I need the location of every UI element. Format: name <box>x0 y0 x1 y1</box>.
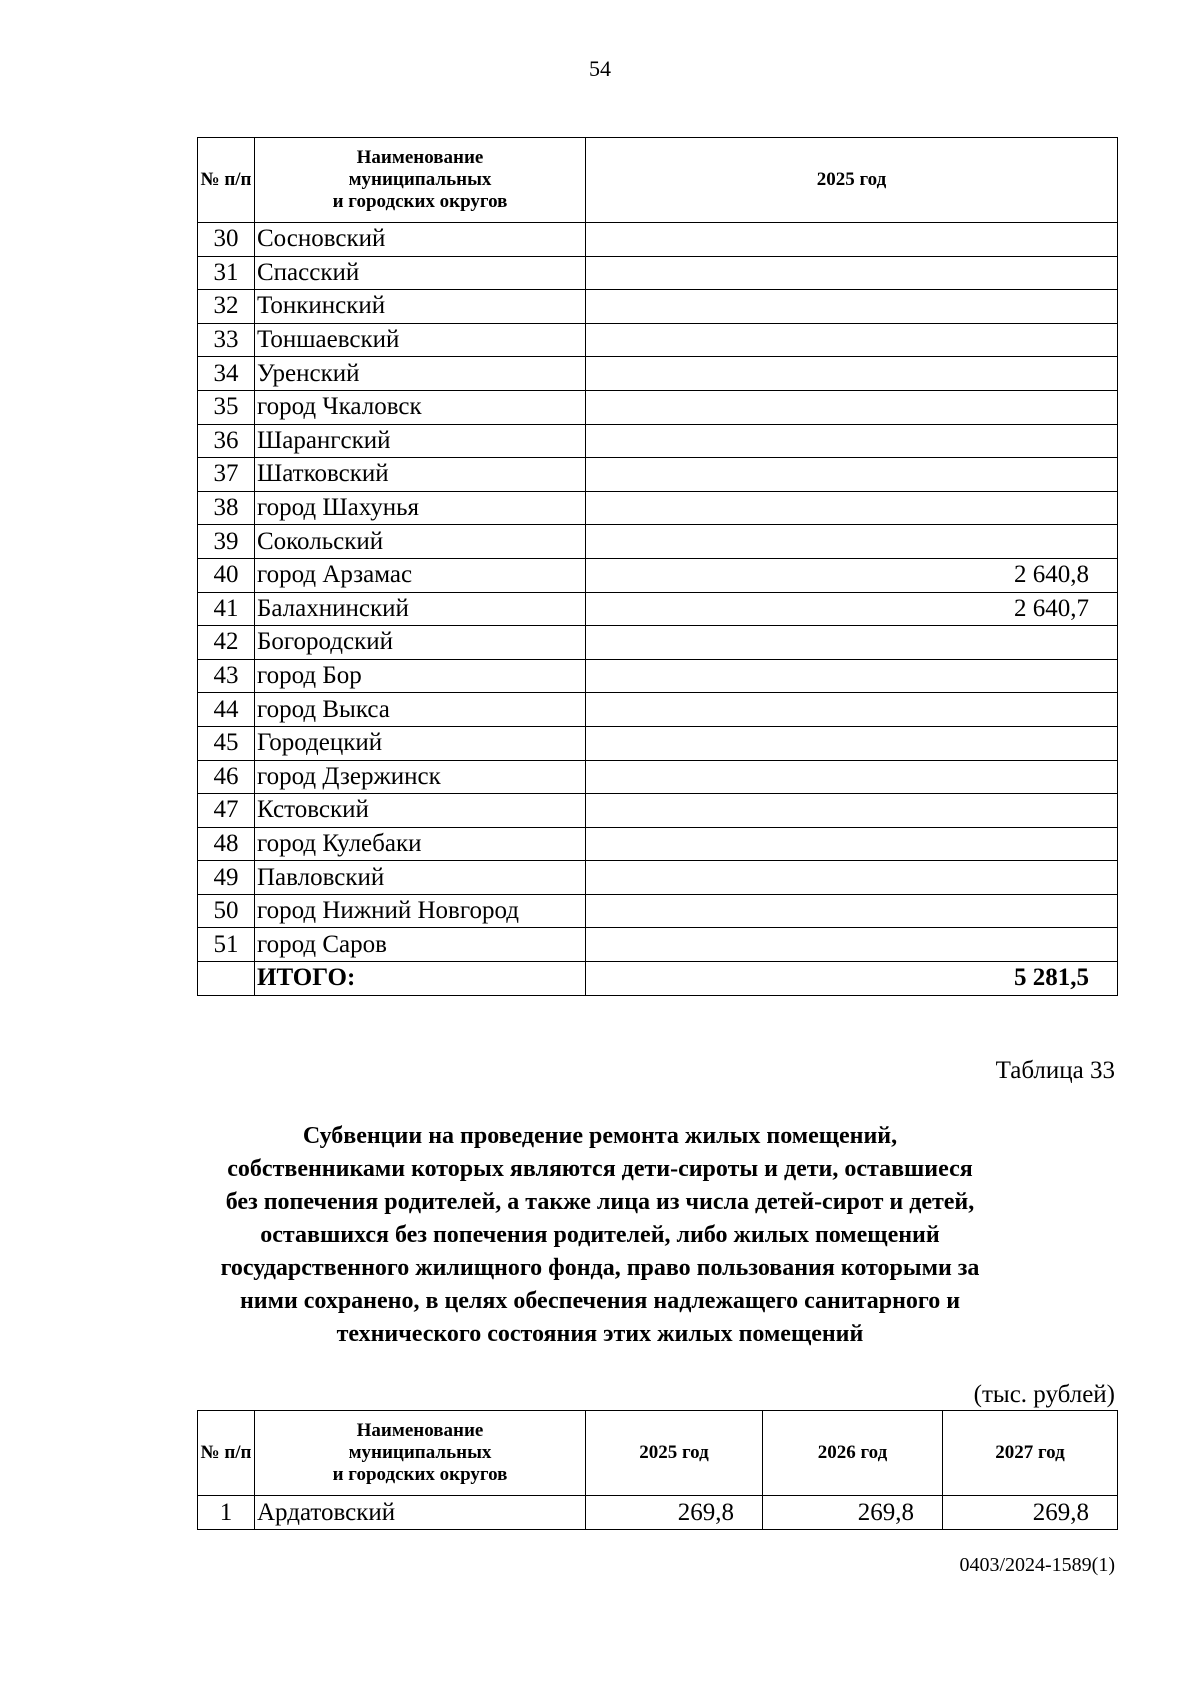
row-number: 38 <box>198 491 255 525</box>
row-number: 44 <box>198 693 255 727</box>
total-num <box>198 962 255 996</box>
value-2025 <box>586 525 1118 559</box>
district-name: Сокольский <box>255 525 586 559</box>
table-row <box>198 323 1118 357</box>
row-number: 50 <box>198 894 255 928</box>
district-name: Богородский <box>255 626 586 660</box>
value-2025 <box>586 223 1118 257</box>
value-2025 <box>586 894 1118 928</box>
table-row <box>198 424 1118 458</box>
table-title: Субвенции на проведение ремонта жилых помещений, собственниками которых являются дети-сироты и дети, оставшиеся без попечения родителей, а также лица из числа детей-сирот и детей, оставшихся без попечения родителей, либо жилых помещений государственного жилищного фонда, право пользования которыми за ними сохранено, в целях обеспечения надлежащего санитарного и технического состояния этих жилых помещений <box>220 1123 980 1347</box>
units-label: (тыс. рублей) <box>973 1381 1115 1408</box>
row-number: 30 <box>198 223 255 257</box>
header-2026: 2026 год <box>763 1411 943 1496</box>
row-number: 43 <box>198 659 255 693</box>
value-2025 <box>586 659 1118 693</box>
row-number: 31 <box>198 256 255 290</box>
row-number: 51 <box>198 928 255 962</box>
table-row <box>198 256 1118 290</box>
header-num: № п/п <box>198 138 255 223</box>
table-row <box>198 760 1118 794</box>
table-row <box>198 1496 1118 1530</box>
table-row <box>198 693 1118 727</box>
value-2025: 2 640,8 <box>586 558 1118 592</box>
total-row <box>198 962 1118 996</box>
district-name: Спасский <box>255 256 586 290</box>
value-2025 <box>586 491 1118 525</box>
value-2025 <box>586 290 1118 324</box>
district-name: город Чкаловск <box>255 390 586 424</box>
total-label: ИТОГО: <box>255 962 586 996</box>
row-number: 46 <box>198 760 255 794</box>
row-number: 45 <box>198 726 255 760</box>
row-number: 1 <box>198 1496 255 1530</box>
table-row <box>198 726 1118 760</box>
table-row <box>198 525 1118 559</box>
table-row <box>198 223 1118 257</box>
district-name: Сосновский <box>255 223 586 257</box>
district-name: город Саров <box>255 928 586 962</box>
header-2025: 2025 год <box>586 1411 763 1496</box>
row-number: 37 <box>198 458 255 492</box>
row-number: 40 <box>198 558 255 592</box>
table-row <box>198 458 1118 492</box>
table-row <box>198 894 1118 928</box>
table-row <box>198 290 1118 324</box>
table-row <box>198 357 1118 391</box>
row-number: 36 <box>198 424 255 458</box>
row-number: 48 <box>198 827 255 861</box>
table-row <box>198 491 1118 525</box>
district-name: Шарангский <box>255 424 586 458</box>
row-number: 33 <box>198 323 255 357</box>
table-row <box>198 558 1118 592</box>
district-name: Павловский <box>255 861 586 895</box>
district-name: город Выкса <box>255 693 586 727</box>
header-name: Наименование муниципальных и городских округов <box>255 1411 586 1496</box>
row-number: 34 <box>198 357 255 391</box>
header-name: Наименование муниципальных и городских округов <box>255 138 586 223</box>
table-row <box>198 659 1118 693</box>
row-number: 47 <box>198 794 255 828</box>
value-2025 <box>586 626 1118 660</box>
subsidy-table-continued <box>197 137 1118 996</box>
row-number: 39 <box>198 525 255 559</box>
district-name: город Шахунья <box>255 491 586 525</box>
row-number: 49 <box>198 861 255 895</box>
value-2027: 269,8 <box>943 1496 1118 1530</box>
row-number: 32 <box>198 290 255 324</box>
district-name: Ардатовский <box>255 1496 586 1530</box>
value-2025 <box>586 323 1118 357</box>
district-name: Уренский <box>255 357 586 391</box>
value-2025 <box>586 726 1118 760</box>
table-row <box>198 390 1118 424</box>
table-header-row <box>198 1411 1118 1496</box>
value-2025: 2 640,7 <box>586 592 1118 626</box>
district-name: Балахнинский <box>255 592 586 626</box>
value-2025 <box>586 861 1118 895</box>
value-2025 <box>586 424 1118 458</box>
district-name: Тоншаевский <box>255 323 586 357</box>
district-name: Тонкинский <box>255 290 586 324</box>
repair-subvention-table <box>197 1410 1118 1530</box>
district-name: город Арзамас <box>255 558 586 592</box>
row-number: 42 <box>198 626 255 660</box>
row-number: 41 <box>198 592 255 626</box>
table-row <box>198 861 1118 895</box>
row-number: 35 <box>198 390 255 424</box>
district-name: город Дзержинск <box>255 760 586 794</box>
district-name: город Кулебаки <box>255 827 586 861</box>
table-row <box>198 794 1118 828</box>
value-2025 <box>586 357 1118 391</box>
table-row <box>198 626 1118 660</box>
table-row <box>198 592 1118 626</box>
value-2025 <box>586 760 1118 794</box>
table-row <box>198 928 1118 962</box>
value-2025: 269,8 <box>586 1496 763 1530</box>
table-header-row <box>198 138 1118 223</box>
value-2026: 269,8 <box>763 1496 943 1530</box>
district-name: Городецкий <box>255 726 586 760</box>
header-2025: 2025 год <box>586 138 1118 223</box>
header-num: № п/п <box>198 1411 255 1496</box>
value-2025 <box>586 794 1118 828</box>
value-2025 <box>586 256 1118 290</box>
page-number: 54 <box>589 56 611 81</box>
district-name: город Бор <box>255 659 586 693</box>
value-2025 <box>586 827 1118 861</box>
district-name: город Нижний Новгород <box>255 894 586 928</box>
document-code: 0403/2024-1589(1) <box>959 1554 1115 1576</box>
district-name: Шатковский <box>255 458 586 492</box>
district-name: Кстовский <box>255 794 586 828</box>
value-2025 <box>586 928 1118 962</box>
total-value: 5 281,5 <box>586 962 1118 996</box>
header-2027: 2027 год <box>943 1411 1118 1496</box>
value-2025 <box>586 458 1118 492</box>
value-2025 <box>586 390 1118 424</box>
table-row <box>198 827 1118 861</box>
table-label: Таблица 33 <box>995 1057 1115 1084</box>
value-2025 <box>586 693 1118 727</box>
